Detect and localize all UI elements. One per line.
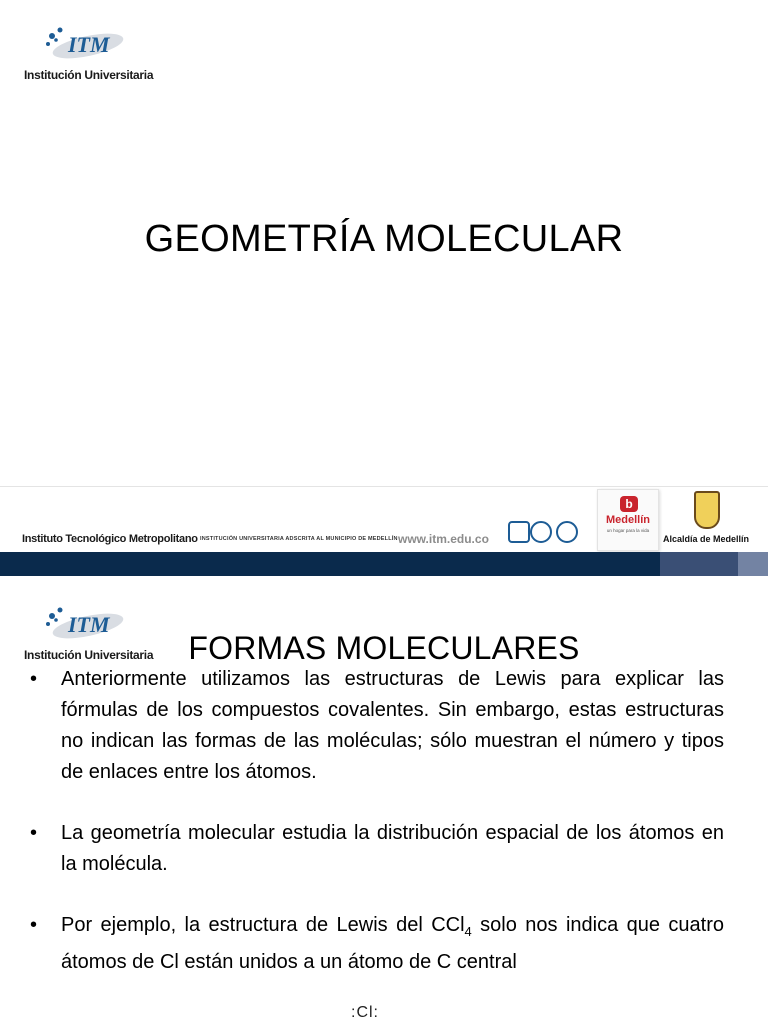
itm-logo (24, 24, 154, 82)
svg-text:ITM: ITM (68, 612, 110, 637)
footer-color-bar (0, 552, 768, 576)
alcaldia-crest-icon (694, 491, 720, 529)
svg-text:ITM: ITM (68, 32, 110, 57)
bullet-item: • Anteriormente utilizamos las estructuras de Lewis para explicar las fórmulas de los compuestos covalentes. Sin embargo, estas estructuras no indican las formas de las moléculas; sólo muestran el número y tipos de enlaces entre los átomos. (30, 664, 724, 788)
slide-title-text: GEOMETRÍA MOLECULAR (144, 218, 624, 260)
slide-title-text: FORMAS MOLECULARES (188, 630, 580, 666)
bullet-text: Por ejemplo, la estructura de Lewis del CCl (61, 914, 465, 936)
footer-adscrita: INSTITUCIÓN UNIVERSITARIA ADSCRITA AL MUNICIPIO DE MEDELLÍN (200, 536, 398, 542)
footer-url: www.itm.edu.co (398, 532, 489, 546)
slide-formas-moleculares (0, 576, 768, 1024)
bullet-subscript: 4 (464, 924, 472, 939)
medellin-name: Medellín (605, 514, 650, 526)
footer-strip (0, 486, 768, 553)
certification-icon (530, 521, 552, 543)
bullet-list (30, 664, 724, 978)
bullet-text: solo nos indica que cuatro átomos de Cl están unidos a un átomo de C central (61, 914, 724, 973)
itm-logo-icon (42, 24, 126, 60)
medellin-tagline: un hogar para la vida (606, 528, 650, 533)
logo-caption: Institución Universitaria (24, 68, 154, 82)
lewis-structure-fragment: :Cl: (351, 1004, 379, 1021)
footer-bar-segment (660, 552, 738, 576)
alcaldia-label: Alcaldía de Medellín (663, 534, 750, 544)
logo-caption: Institución Universitaria (24, 648, 154, 662)
medellin-logo-icon: b (620, 496, 638, 512)
medellin-logo (597, 489, 659, 551)
bullet-item: • La geometría molecular estudia la distribución espacial de los átomos en la molécula. (30, 818, 724, 880)
footer-bar-segment (738, 552, 768, 576)
footer-institution: Instituto Tecnológico Metropolitano (22, 533, 198, 545)
certification-icon (508, 521, 530, 543)
bullet-item (30, 910, 724, 978)
certification-icon (556, 521, 578, 543)
